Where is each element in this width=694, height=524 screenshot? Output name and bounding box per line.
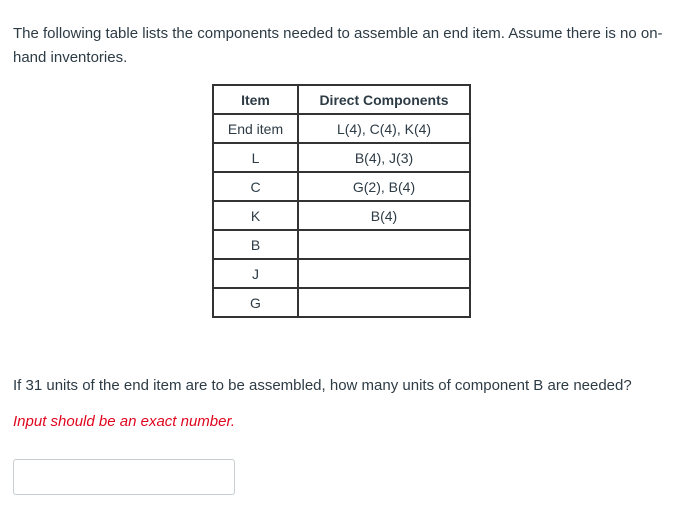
answer-input[interactable] [13, 459, 235, 495]
cell-components: L(4), C(4), K(4) [298, 114, 470, 143]
cell-item: C [213, 172, 298, 201]
cell-components: B(4) [298, 201, 470, 230]
table-row [213, 172, 470, 201]
cell-components [298, 288, 470, 317]
cell-components [298, 230, 470, 259]
question-intro: The following table lists the components needed to assemble an end item. Assume there is no on-hand inventories. [13, 25, 663, 66]
cell-item: G [213, 288, 298, 317]
header-direct-components: Direct Components [298, 85, 470, 114]
question-followup: If 31 units of the end item are to be assembled, how many units of component B are needed? [13, 377, 632, 394]
table-row [213, 259, 470, 288]
table-row [213, 143, 470, 172]
cell-item: J [213, 259, 298, 288]
components-table [212, 84, 471, 318]
table-row [213, 201, 470, 230]
cell-item: B [213, 230, 298, 259]
cell-components: B(4), J(3) [298, 143, 470, 172]
input-hint: Input should be an exact number. [13, 413, 236, 430]
cell-item: L [213, 143, 298, 172]
table-row [213, 114, 470, 143]
table-header-row [213, 85, 470, 114]
table-row [213, 288, 470, 317]
cell-item: End item [213, 114, 298, 143]
cell-item: K [213, 201, 298, 230]
table-row [213, 230, 470, 259]
cell-components: G(2), B(4) [298, 172, 470, 201]
header-item: Item [213, 85, 298, 114]
cell-components [298, 259, 470, 288]
